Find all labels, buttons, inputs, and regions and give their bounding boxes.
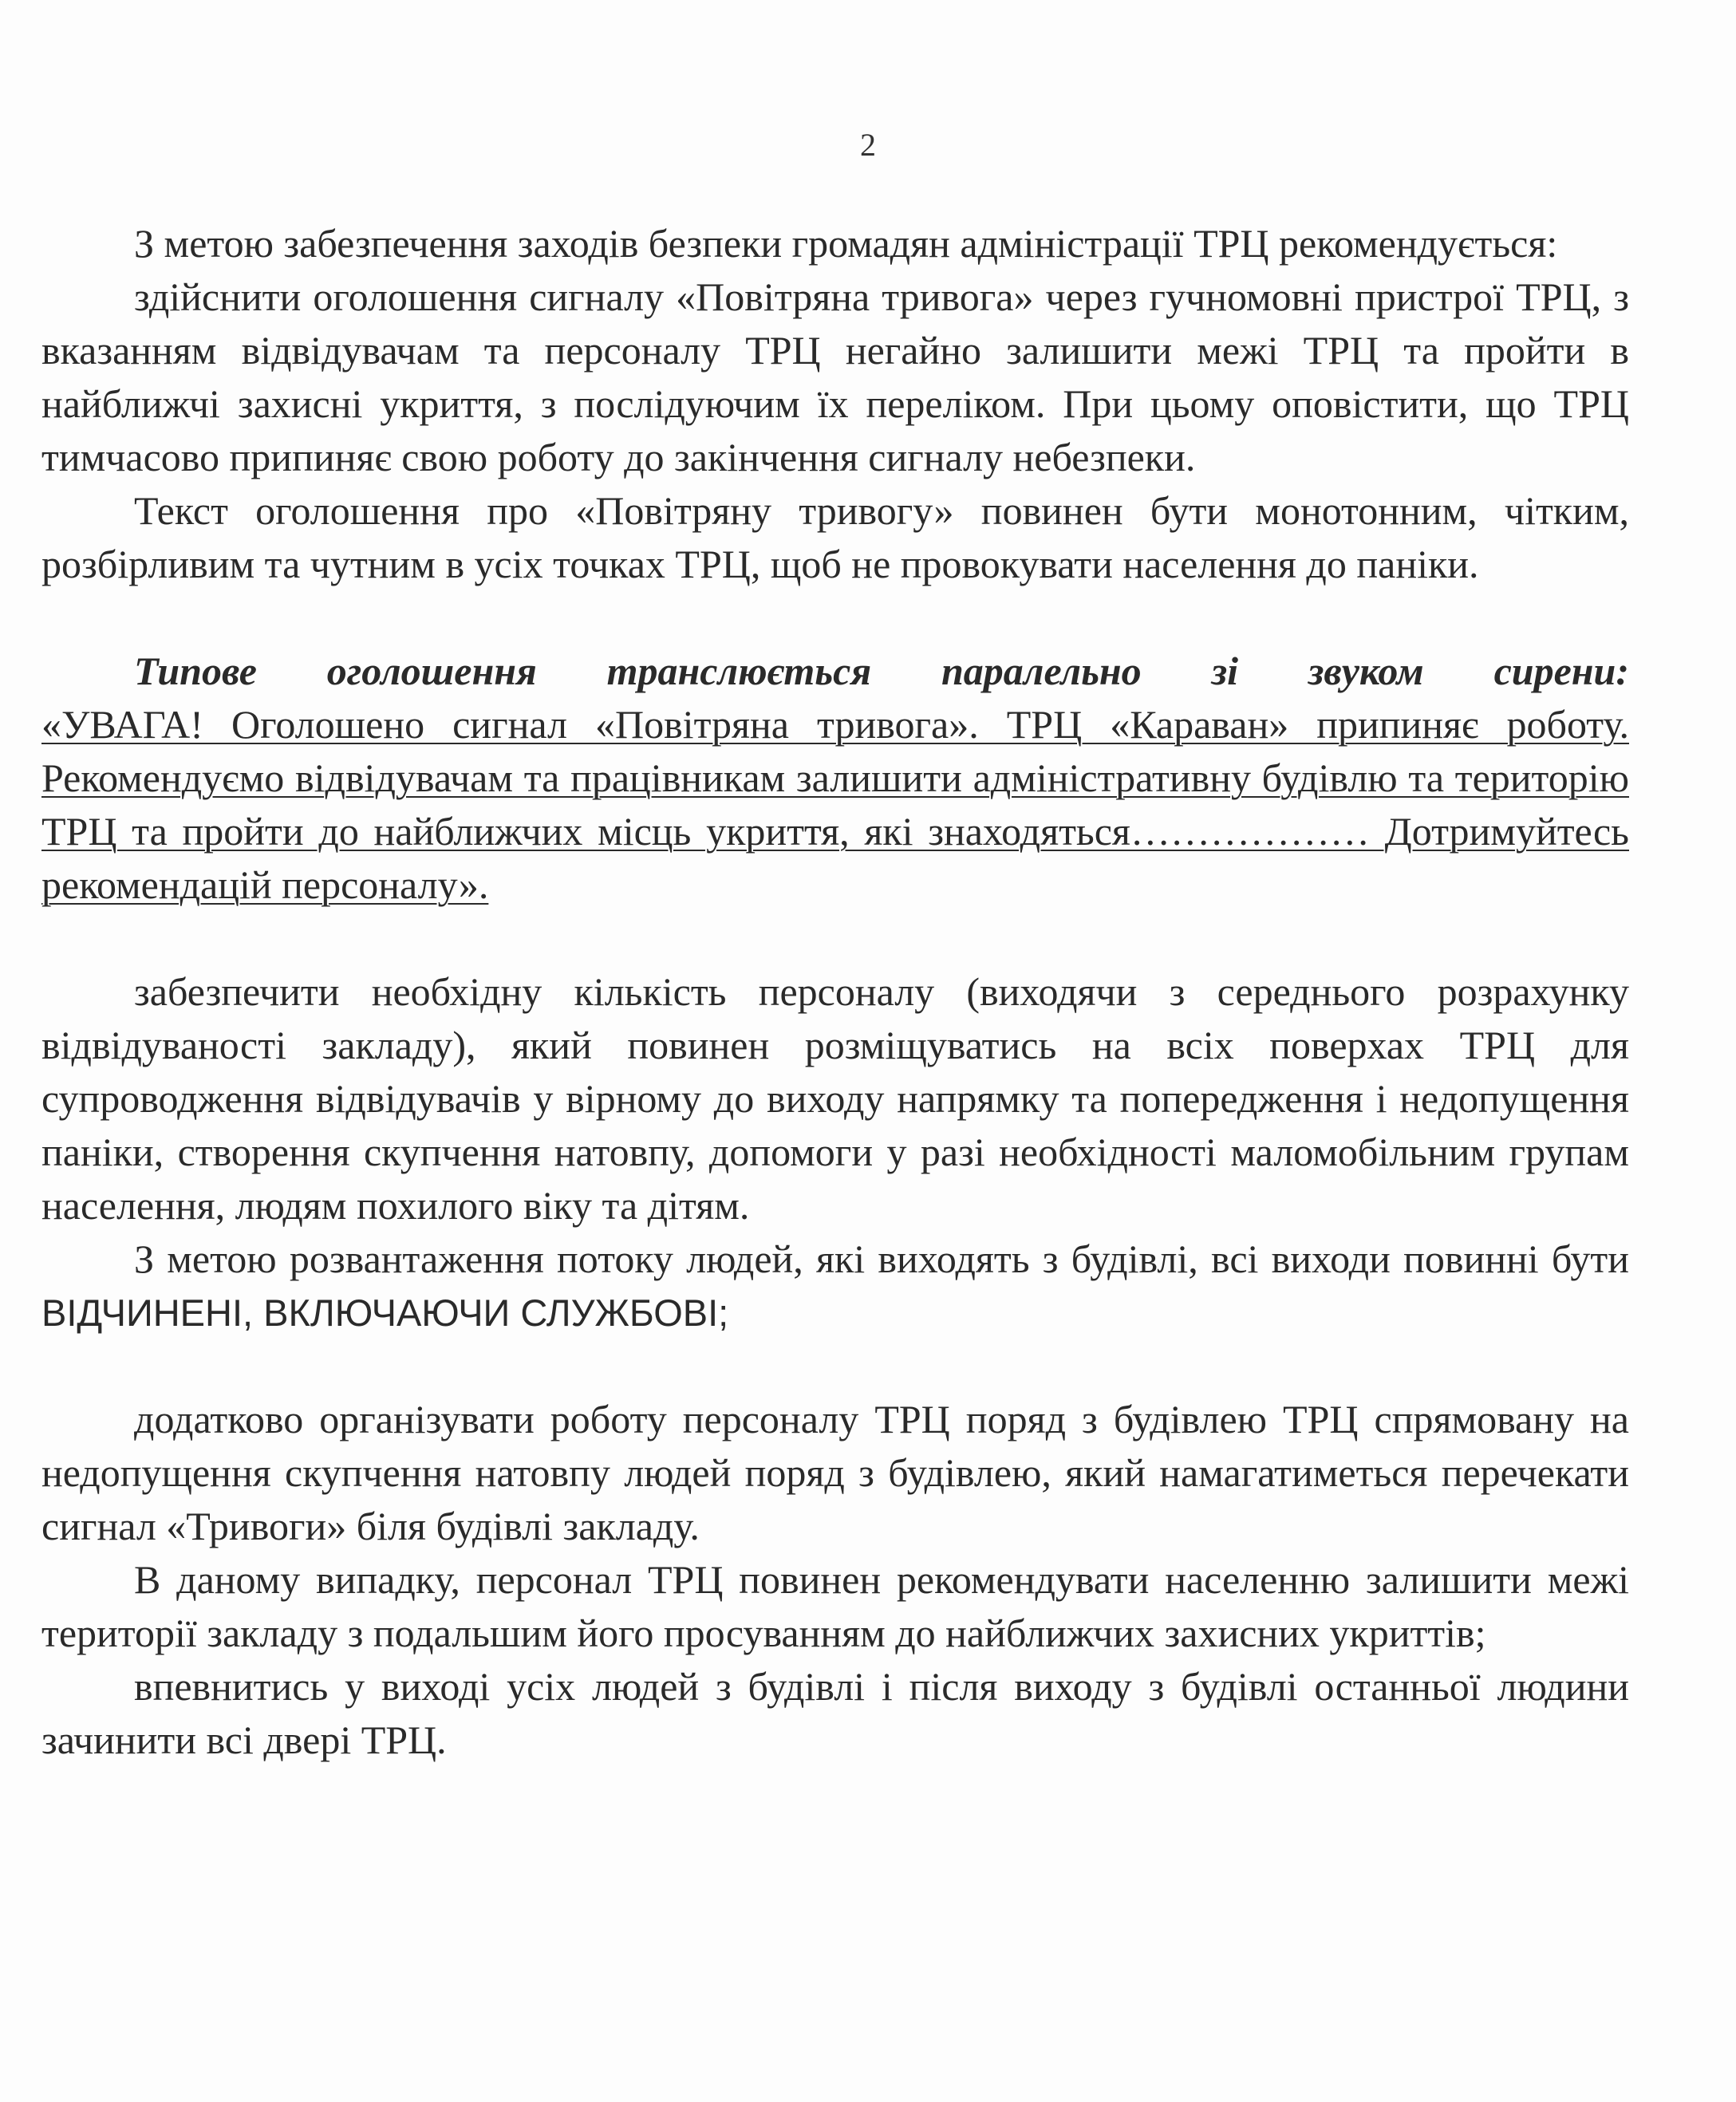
announcement-block [41,645,1629,912]
crowd-paragraph: додатково організувати роботу персоналу ТРЦ поряд з будівлею ТРЦ спрямовану на недопущення скупчення натовпу людей поряд з будівлею, який намагатиметься перечекати сигнал «Тривоги» біля будівлі закладу. [41,1397,1629,1548]
document-body [41,217,1629,1767]
announcement-heading: Типове оголошення транслюється паралельно зі звуком сирени: [134,649,1629,693]
text-requirements-paragraph: Текст оголошення про «Повітряну тривогу» повинен бути монотонним, чітким, розбірливим та чутним в усіх точках ТРЦ, щоб не провокувати населення до паніки. [41,488,1629,586]
exits-paragraph [41,1232,1629,1339]
exits-caps-text: ВІДЧИНЕНІ, ВКЛЮЧАЮЧИ СЛУЖБОВІ; [41,1292,729,1334]
announcement-text: «УВАГА! Оголошено сигнал «Повітряна тривога». ТРЦ «Караван» припиняє роботу. Рекомендуємо відвідувачам та працівникам залишити адміністративну будівлю та територію ТРЦ та пройти до найближчих місць укриття, які знаходяться……………… Дотримуйтесь рекомендацій персоналу». [41,702,1629,907]
recommend-paragraph: В даному випадку, персонал ТРЦ повинен рекомендувати населенню залишити межі території закладу з подальшим його просуванням до найближчих захисних укриттів; [41,1557,1629,1655]
exits-text: З метою розвантаження потоку людей, які виходять з будівлі, всі виходи повинні бути [134,1236,1629,1281]
close-doors-paragraph: впевнитись у виході усіх людей з будівлі і після виходу з будівлі останньої людини зачинити всі двері ТРЦ. [41,1664,1629,1762]
announce-signal-paragraph: здійснити оголошення сигналу «Повітряна тривога» через гучномовні пристрої ТРЦ, з вказанням відвідувачам та персоналу ТРЦ негайно залишити межі ТРЦ та пройти в найближчі захисні укриття, з послідуючим їх переліком. При цьому оповістити, що ТРЦ тимчасово припиняє свою роботу до закінчення сигналу небезпеки. [41,274,1629,479]
page-number: 2 [860,127,876,163]
intro-paragraph: З метою забезпечення заходів безпеки громадян адміністрації ТРЦ рекомендується: [134,221,1558,266]
staff-paragraph: забезпечити необхідну кількість персоналу (виходячи з середнього розрахунку відвідуваності закладу), який повинен розміщуватись на всіх поверхах ТРЦ для супроводження відвідувачів у вірному до виходу напрямку та попередження і недопущення паніки, створення скупчення натовпу, допомоги у разі необхідності маломобільним групам населення, людям похилого віку та дітям. [41,969,1629,1228]
